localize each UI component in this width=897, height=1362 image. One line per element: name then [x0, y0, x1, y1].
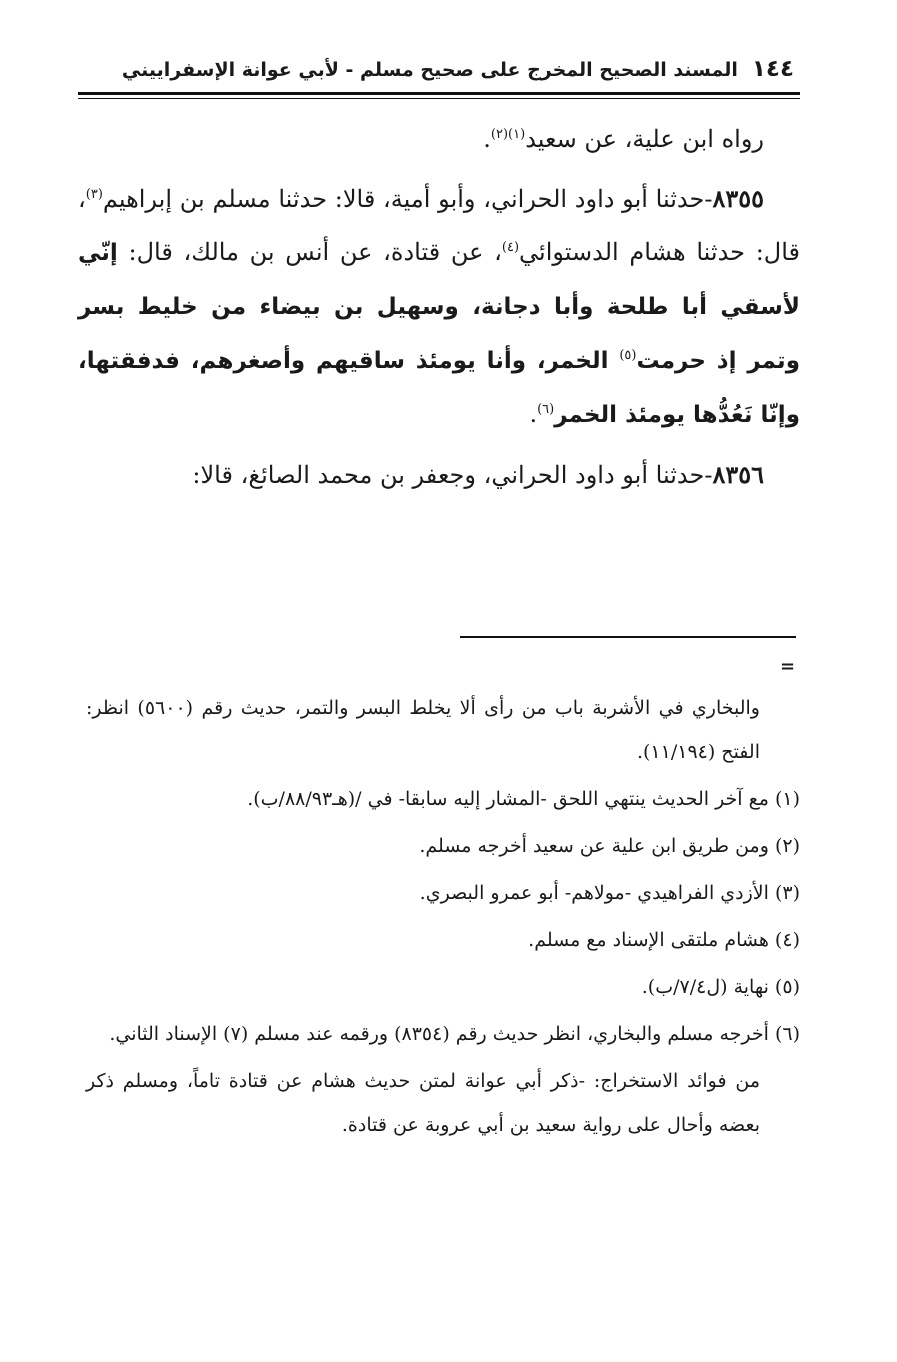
isnad-text: ، عن قتادة، عن أنس بن مالك، قال:: [117, 238, 502, 266]
period: .: [529, 400, 538, 428]
footnote-4: (٤) هشام ملتقى الإسناد مع مسلم.: [528, 929, 800, 951]
continuation-mark: =: [780, 656, 796, 677]
hadith-number: ٨٣٥٥: [712, 184, 764, 213]
footnote-3: (٣) الأزدي الفراهيدي -مولاهم- أبو عمرو البصري.: [419, 882, 800, 904]
header-rule-thin: [78, 98, 800, 99]
matn-text: إنّي لأسقي أبا طلحة وأبا دجانة، وسهيل بن بيضاء من خليط بسر وتمر إذ حرمت: [78, 240, 800, 374]
footnote-ref: (٦): [537, 402, 555, 417]
isnad-text: -حدثنا أبو داود الحراني، وأبو أمية، قالا: حدثنا مسلم بن إبراهيم: [102, 185, 713, 213]
period: .: [483, 125, 491, 153]
footnote-ref: (٣): [85, 187, 103, 202]
footnote-separator: [460, 636, 796, 638]
main-text: [78, 113, 800, 502]
isnad-text: ، قال: حدثنا هشام الدستوائي: [78, 185, 800, 266]
footnote-6: (٦) أخرجه مسلم والبخاري، انظر حديث رقم (٨٣٥٤) ورقمه عند مسلم (٧) الإسناد الثاني.: [109, 1023, 800, 1045]
footnote-5: (٥) نهاية (ل٧/٤/ب).: [641, 976, 800, 998]
paragraph-narration: [78, 113, 800, 166]
footnote-ref: (٤): [501, 240, 520, 255]
page-number: ١٤٤: [751, 56, 794, 82]
running-head: [78, 48, 800, 90]
footnote-ref: (٥): [619, 348, 637, 363]
isnad-text: -حدثنا أبو داود الحراني، وجعفر بن محمد الصائغ، قالا:: [192, 461, 713, 489]
hadith-number: ٨٣٥٦: [712, 460, 764, 489]
hadith-8355: [78, 172, 800, 442]
hadith-8356: [78, 448, 800, 502]
book-title: المسند الصحيح المخرج على صحيح مسلم - لأبي عوانة الإسفراييني: [121, 59, 738, 81]
header-rule: [78, 92, 800, 95]
footnote-benefit: من فوائد الاستخراج: -ذكر أبي عوانة لمتن حديث هشام عن قتادة تاماً، ومسلم ذكر بعضه وأحال على رواية سعيد بن أبي عروبة عن قتادة.: [86, 1070, 760, 1136]
footnote-ref: (١)(٢): [490, 127, 526, 142]
matn-text: الخمر، وأنا يومئذ ساقيهم وأصغرهم، فدفقتها، وإنّا نَعُدُّها يومئذ الخمر: [78, 348, 800, 428]
footnote-1: (١) مع آخر الحديث ينتهي اللحق -المشار إليه سابقا- في /(هـ٨٨/٩٣/ب).: [247, 788, 800, 810]
footnote-2: (٢) ومن طريق ابن علية عن سعيد أخرجه مسلم.: [419, 835, 800, 857]
footnote-continuation: والبخاري في الأشربة باب من رأى ألا يخلط البسر والتمر، حديث رقم (٥٦٠٠) انظر: الفتح (١١/١٩٤).: [86, 697, 760, 763]
book-page: [78, 48, 800, 508]
narration-text: رواه ابن علية، عن سعيد: [525, 125, 764, 153]
footnotes: [86, 686, 800, 1150]
